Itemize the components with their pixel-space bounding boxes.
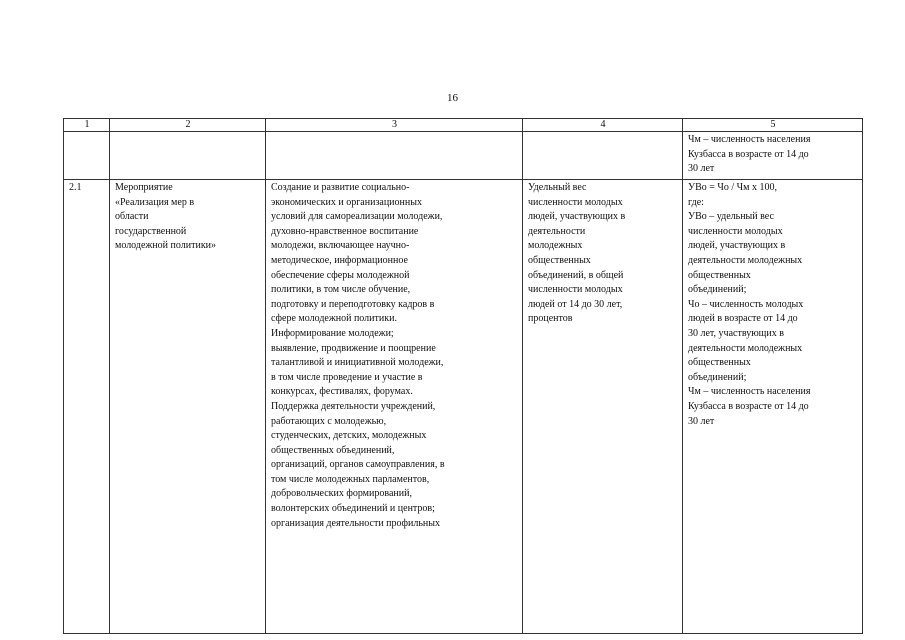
event-description: Создание и развитие социально- экономических и организационных условий для самореализации молодежи, духовно-нравственное воспитание молодежи, включающее научно- методическое, информационное обеспечение сферы молодежной политики, в том числе обучение, подготовку и переподготовку кадров в сфере молодежной политики. Информирование молодежи; выявление, продвижение и поощрение талантливой и инициативной молодежи, в том числе проведение и участие в конкурсах, фестивалях, форумах. Поддержка деятельности учреждений, работающих с молодежью, студенческих, детских, молодежных общественных объединений, организаций, органов самоуправления, в том числе молодежных парламентов, добровольческих формирований, волонтерских объединений и центров; организация деятельности профильных bbox=[266, 180, 523, 634]
event-name: Мероприятие «Реализация мер в области государственной молодежной политики» bbox=[110, 180, 266, 634]
continuation-row bbox=[64, 132, 863, 180]
indicator-name: Удельный вес численности молодых людей, участвующих в деятельности молодежных общественных объединений, в общей численности молодых людей от 14 до 30 лет, процентов bbox=[523, 180, 683, 634]
column-header-5: 5 bbox=[683, 119, 863, 132]
row-number: 2.1 bbox=[64, 180, 110, 634]
table-row bbox=[64, 180, 863, 634]
column-header-2: 2 bbox=[110, 119, 266, 132]
column-header-1: 1 bbox=[64, 119, 110, 132]
header-row bbox=[64, 119, 863, 132]
continuation-formula-text: Чм – численность населения Кузбасса в возрасте от 14 до 30 лет bbox=[683, 132, 863, 180]
column-header-3: 3 bbox=[266, 119, 523, 132]
continuation-cell-1 bbox=[64, 132, 110, 180]
measures-table bbox=[63, 118, 863, 634]
column-header-4: 4 bbox=[523, 119, 683, 132]
indicator-formula: УВо = Чо / Чм x 100, где: УВо – удельный вес численности молодых людей, участвующих в деятельности молодежных общественных объединений; Чо – численность молодых людей в возрасте от 14 до 30 лет, участвующих в деятельности молодежных общественных объединений; Чм – численность населения Кузбасса в возрасте от 14 до 30 лет bbox=[683, 180, 863, 634]
continuation-cell-4 bbox=[523, 132, 683, 180]
page-number: 16 bbox=[447, 92, 458, 104]
continuation-cell-3 bbox=[266, 132, 523, 180]
continuation-cell-2 bbox=[110, 132, 266, 180]
